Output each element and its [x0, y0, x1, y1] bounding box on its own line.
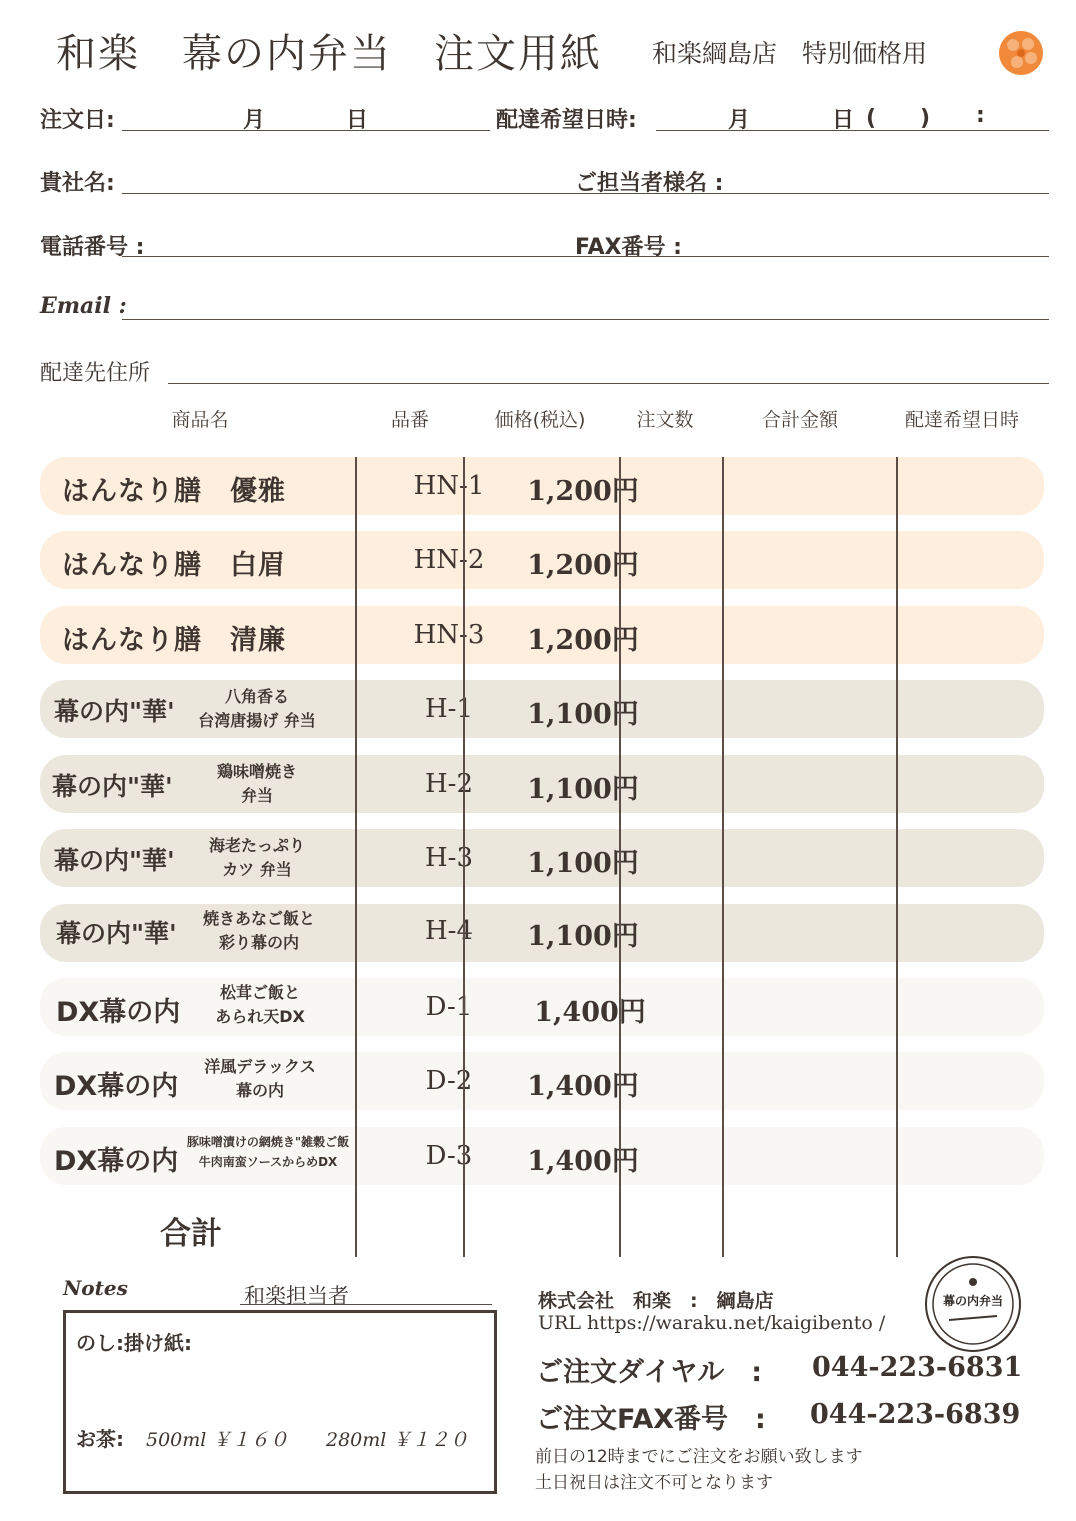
delivery-time-colon: : [976, 103, 985, 128]
order-date-label: 注文日: [40, 108, 115, 133]
product-price: 1,400円 [527, 1071, 639, 1102]
product-description-2: あられ天DX [215, 1007, 305, 1026]
product-price: 1,100円 [527, 699, 639, 730]
product-description-2: 牛肉南蛮ソースからめDX [198, 1155, 338, 1169]
phone-label: 電話番号 : [40, 235, 145, 260]
column-divider [619, 457, 621, 1257]
product-description-1: 八角香る [224, 687, 289, 706]
product-price: 1,400円 [534, 997, 646, 1028]
contact-label: ご担当者様名 : [575, 171, 724, 196]
product-name: 幕の内"華' [52, 772, 173, 801]
email-line[interactable] [122, 319, 1049, 320]
orange-flower-logo-icon [998, 30, 1044, 76]
order-fax-label: ご注文FAX番号 : [536, 1404, 766, 1435]
product-name: はんなり膳 優雅 [62, 476, 286, 507]
product-description-1: 海老たっぷり [208, 836, 305, 855]
holiday-note: 土日祝日は注文不可となります [535, 1473, 773, 1493]
product-name: 幕の内"華' [54, 846, 175, 875]
table-row [40, 904, 1044, 962]
product-name: 幕の内"華' [54, 697, 175, 726]
product-code: H-2 [424, 769, 473, 799]
order-month-label: 月 [243, 108, 266, 133]
table-row [40, 531, 1044, 589]
table-row [40, 978, 1044, 1036]
order-deadline-note: 前日の12時までにご注文をお願い致します [535, 1447, 863, 1467]
delivery-month-label: 月 [728, 108, 751, 133]
product-code: HN-3 [413, 620, 485, 650]
delivery-date-label: 配達希望日時: [496, 108, 637, 133]
store-name: 和楽綱島店 特別価格用 [652, 39, 928, 68]
col-header-price: 価格(税込) [494, 409, 586, 431]
col-header-code: 品番 [390, 409, 429, 431]
product-price: 1,400円 [527, 1146, 639, 1177]
product-name: DX幕の内 [56, 997, 181, 1028]
product-price: 1,200円 [527, 550, 639, 581]
product-description-2: 台湾唐揚げ 弁当 [198, 711, 316, 730]
product-description-2: 幕の内 [235, 1081, 284, 1100]
order-dial-label: ご注文ダイヤル : [536, 1357, 762, 1388]
product-price: 1,100円 [527, 774, 639, 805]
table-row [40, 1052, 1044, 1110]
product-code: HN-1 [413, 471, 485, 501]
total-label: 合計 [160, 1216, 222, 1252]
product-code: H-4 [424, 916, 473, 946]
product-name: DX幕の内 [54, 1146, 179, 1177]
tea-label: お茶: [76, 1427, 124, 1451]
fax-label: FAX番号 : [575, 235, 682, 260]
address-label: 配達先住所 [40, 361, 151, 386]
product-name: はんなり膳 清廉 [62, 625, 286, 656]
col-header-qty: 注文数 [636, 409, 694, 431]
company-label: 貴社名: [40, 171, 115, 196]
product-name: はんなり膳 白眉 [62, 550, 286, 581]
product-description-1: 焼きあなご飯と [202, 909, 315, 928]
order-date-line[interactable] [122, 130, 490, 131]
column-divider [896, 457, 898, 1257]
product-description-1: 豚味噌漬けの網焼き"雑穀ご飯 [186, 1135, 350, 1149]
product-price: 1,200円 [527, 476, 639, 507]
product-description-1: 洋風デラックス [204, 1057, 316, 1076]
product-price: 1,100円 [527, 848, 639, 879]
order-fax-number: 044-223-6839 [810, 1399, 1021, 1430]
product-price: 1,200円 [527, 625, 639, 656]
seal-text: 幕の内弁当 [942, 1294, 1003, 1308]
tea-280ml-price: 280ml ￥１２０ [326, 1429, 469, 1451]
product-name: DX幕の内 [54, 1071, 179, 1102]
delivery-weekday-paren: ( ) [866, 106, 931, 131]
product-code: D-1 [425, 992, 473, 1022]
staff-label: 和楽担当者 [244, 1284, 349, 1308]
product-name: 幕の内"華' [56, 919, 177, 948]
table-row [40, 680, 1044, 738]
product-price: 1,100円 [527, 921, 639, 952]
address-line[interactable] [168, 383, 1049, 384]
page-title: 和楽 幕の内弁当 注文用紙 [56, 31, 602, 77]
noshi-label: のし:掛け紙: [76, 1331, 192, 1355]
bento-seal-logo-icon [925, 1256, 1021, 1352]
product-description-2: 弁当 [240, 786, 273, 805]
table-row [40, 755, 1044, 813]
staff-line[interactable] [240, 1304, 492, 1305]
table-row [40, 829, 1044, 887]
product-code: H-1 [424, 694, 473, 724]
product-description-1: 鶏味噌焼き [216, 762, 297, 781]
delivery-day-label: 日 [832, 108, 855, 133]
product-code: D-3 [425, 1141, 473, 1171]
email-label: Email : [40, 293, 127, 319]
company-url[interactable]: URL https://waraku.net/kaigibento / [538, 1312, 886, 1334]
order-day-label: 日 [346, 108, 369, 133]
product-code: H-3 [424, 843, 473, 873]
column-divider [463, 457, 465, 1257]
column-divider [722, 457, 724, 1257]
order-dial-number: 044-223-6831 [812, 1352, 1023, 1383]
tea-500ml-price: 500ml ￥１６０ [146, 1429, 289, 1451]
table-row [40, 1127, 1044, 1185]
col-header-subtotal: 合計金額 [761, 409, 838, 431]
company-name: 株式会社 和楽 : 綱島店 [538, 1290, 774, 1312]
product-code: HN-2 [413, 545, 485, 575]
col-header-delivery: 配達希望日時 [904, 409, 1019, 431]
product-description-2: カツ 弁当 [222, 860, 292, 879]
column-divider [355, 457, 357, 1257]
product-description-2: 彩り幕の内 [218, 933, 299, 952]
product-code: D-2 [425, 1066, 473, 1096]
table-row [40, 457, 1044, 515]
product-description-1: 松茸ご飯と [219, 983, 300, 1002]
col-header-name: 商品名 [171, 409, 229, 431]
table-row [40, 606, 1044, 664]
notes-label: Notes [63, 1276, 128, 1300]
